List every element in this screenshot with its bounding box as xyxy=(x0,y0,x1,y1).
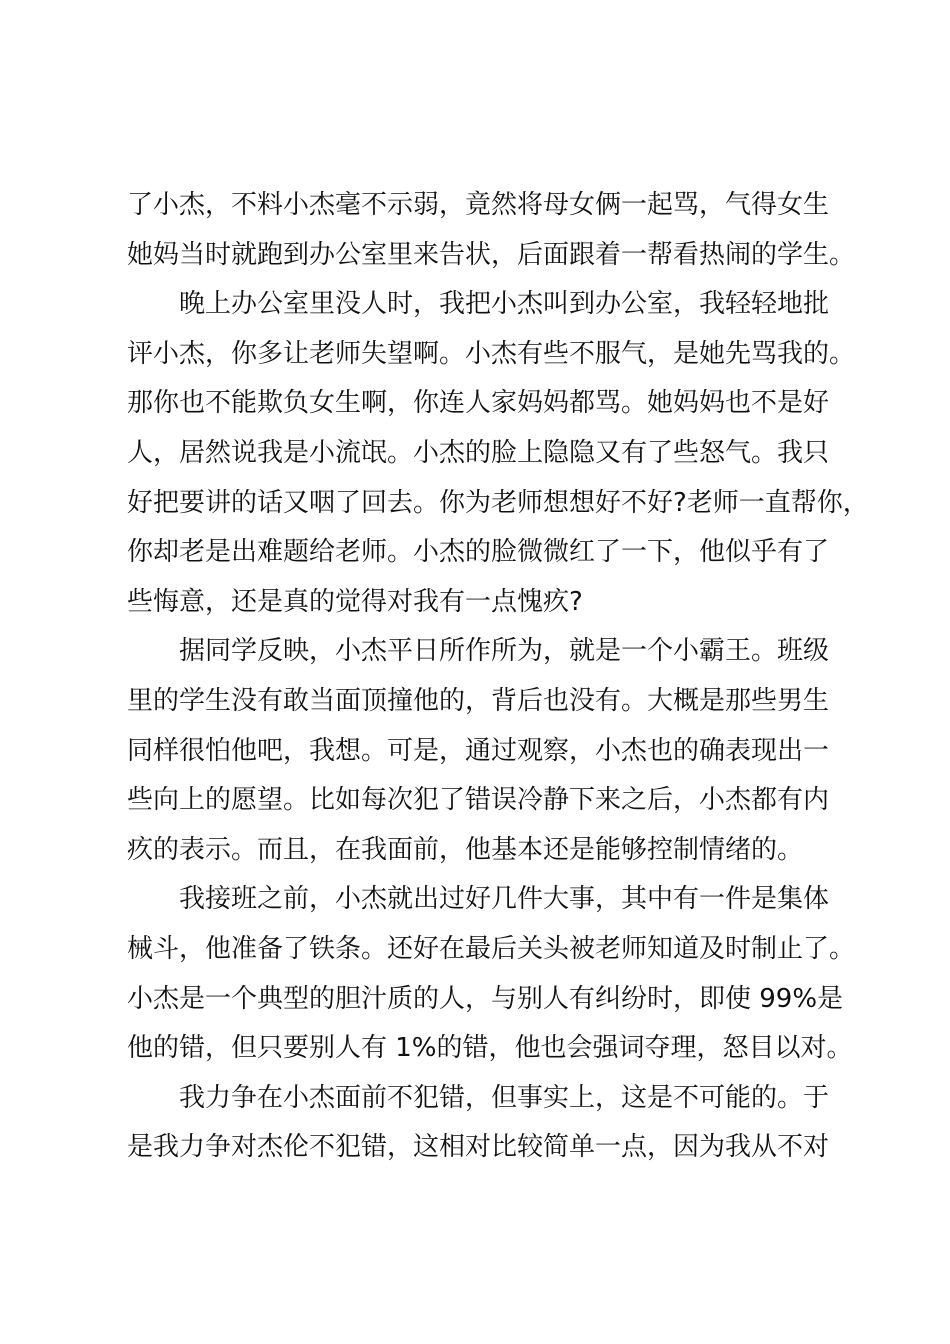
paragraph-first-line: 我接班之前，小杰就出过好几件大事，其中有一件是集体 xyxy=(179,884,830,915)
paragraph-first-line: 晚上办公室里没人时，我把小杰叫到办公室，我轻轻地批 xyxy=(179,289,830,320)
body-text xyxy=(127,181,869,1173)
paragraph-first-line: 我力争在小杰面前不犯错，但事实上，这是不可能的。于 xyxy=(179,1082,830,1113)
text-line: 些悔意，还是真的觉得对我有一点愧疚? xyxy=(127,586,583,617)
text-line: 你却老是出难题给老师。小杰的脸微微红了一下，他似乎有了 xyxy=(127,537,830,568)
text-line: 些向上的愿望。比如每次犯了错误冷静下来之后，小杰都有内 xyxy=(127,785,830,816)
text-line: 评小杰，你多让老师失望啊。小杰有些不服气，是她先骂我的。 xyxy=(127,338,856,369)
text-line: 了小杰，不料小杰毫不示弱，竟然将母女俩一起骂，气得女生 xyxy=(127,190,830,220)
paragraph-first-line: 据同学反映，小杰平日所作所为，就是一个小霸王。班级 xyxy=(179,636,830,667)
text-line: 好把要讲的话又咽了回去。你为老师想想好不好?老师一直帮你， xyxy=(127,487,869,518)
text-line: 他的错，但只要别人有 1%的错，他也会强词夺理，怒目以对。 xyxy=(127,1033,853,1064)
text-line: 人，居然说我是小流氓。小杰的脸上隐隐又有了些怒气。我只 xyxy=(127,437,830,468)
text-line: 里的学生没有敢当面顶撞他的，背后也没有。大概是那些男生 xyxy=(127,685,830,716)
text-line: 小杰是一个典型的胆汁质的人，与别人有纠纷时，即使 99%是 xyxy=(127,983,844,1014)
text-line: 她妈当时就跑到办公室里来告状，后面跟着一帮看热闹的学生。 xyxy=(127,239,856,270)
text-line: 是我力争对杰伦不犯错，这相对比较简单一点，因为我从不对 xyxy=(127,1132,830,1163)
text-line: 械斗，他准备了铁条。还好在最后关头被老师知道及时制止了。 xyxy=(127,933,856,964)
text-line: 同样很怕他吧，我想。可是，通过观察，小杰也的确表现出一 xyxy=(127,735,830,766)
text-line: 疚的表示。而且，在我面前，他基本还是能够控制情绪的。 xyxy=(127,834,804,865)
text-line: 那你也不能欺负女生啊，你连人家妈妈都骂。她妈妈也不是好 xyxy=(127,388,830,419)
